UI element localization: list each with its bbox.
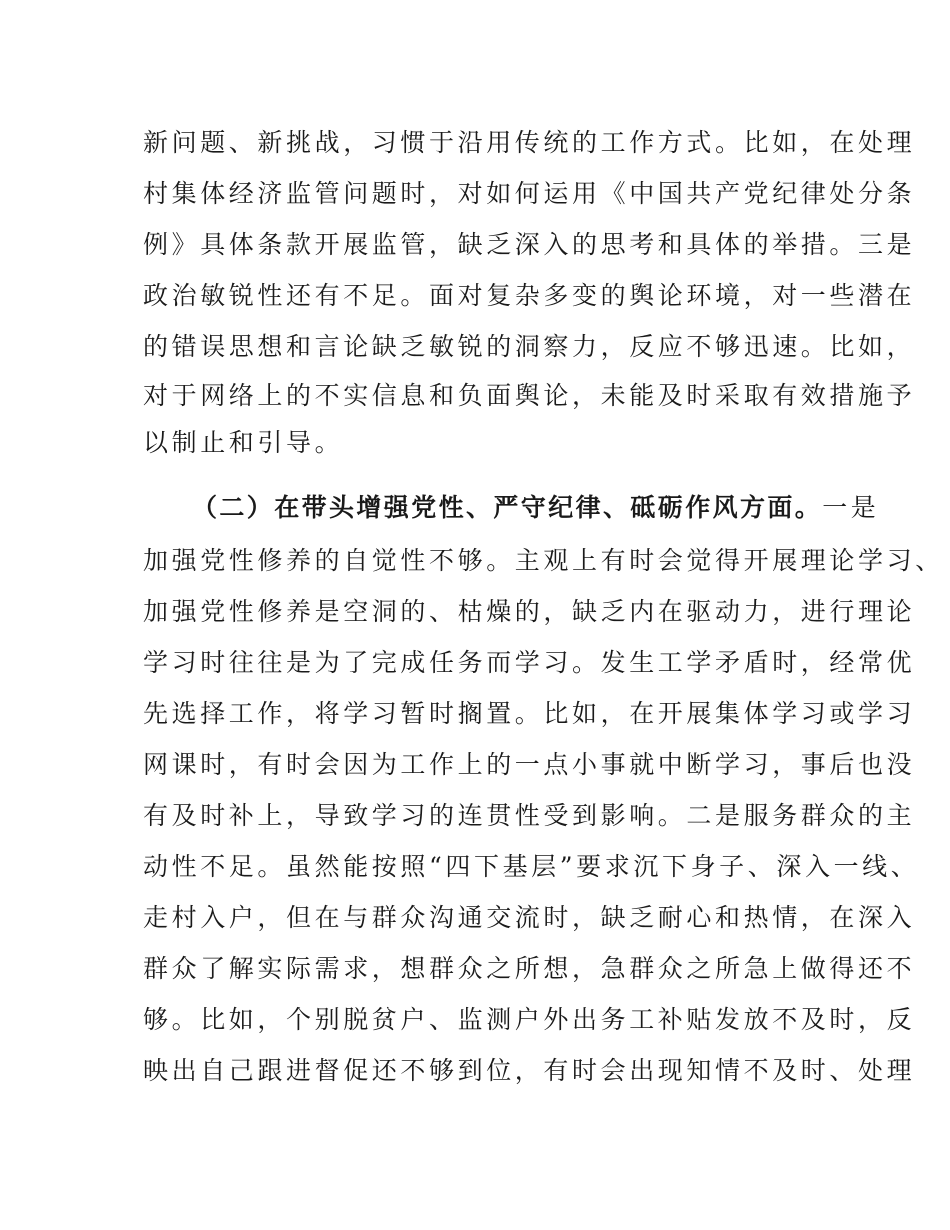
section-2-heading: （二）在带头增强党性、严守纪律、砥砺作风方面。 [192,493,823,522]
section-2-first-line-tail: 一是 [822,493,880,522]
section-2-line-5: 网课时，有时会因为工作上的一点小事就中断学习，事后也没 [143,750,916,779]
paragraph-1-line-4: 政治敏锐性还有不足。面对复杂多变的舆论环境，对一些潜在 [143,281,916,310]
paragraph-1-line-7: 以制止和引导。 [143,428,344,457]
paragraph-1-line-1: 新问题、新挑战，习惯于沿用传统的工作方式。比如，在处理 [143,128,916,157]
section-2-line-11: 映出自己跟进督促还不够到位，有时会出现知情不及时、处理 [143,1056,916,1085]
section-2-line-7: 动性不足。虽然能按照“四下基层”要求沉下身子、深入一线、 [143,852,920,881]
paragraph-1-line-6: 对于网络上的不实信息和负面舆论，未能及时采取有效措施予 [143,381,916,410]
section-2-line-8: 走村入户，但在与群众沟通交流时，缺乏耐心和热情，在深入 [143,903,916,932]
paragraph-1-line-5: 的错误思想和言论缺乏敏锐的洞察力，反应不够迅速。比如， [143,332,916,361]
section-2-heading-line [192,493,879,523]
section-2-line-1: 加强党性修养的自觉性不够。主观上有时会觉得开展理论学习、 [143,546,944,575]
section-2-line-9: 群众了解实际需求，想群众之所想，急群众之所急上做得还不 [143,954,916,983]
paragraph-1-line-3: 例》具体条款开展监管，缺乏深入的思考和具体的举措。三是 [143,230,916,259]
section-2-line-4: 先选择工作，将学习暂时搁置。比如，在开展集体学习或学习 [143,699,916,728]
paragraph-1-line-2: 村集体经济监管问题时，对如何运用《中国共产党纪律处分条 [143,179,916,208]
section-2-line-10: 够。比如，个别脱贫户、监测户外出务工补贴发放不及时，反 [143,1005,916,1034]
section-2-line-2: 加强党性修养是空洞的、枯燥的，缺乏内在驱动力，进行理论 [143,597,916,626]
section-2-line-6: 有及时补上，导致学习的连贯性受到影响。二是服务群众的主 [143,801,916,830]
section-2-line-3: 学习时往往是为了完成任务而学习。发生工学矛盾时，经常优 [143,648,916,677]
